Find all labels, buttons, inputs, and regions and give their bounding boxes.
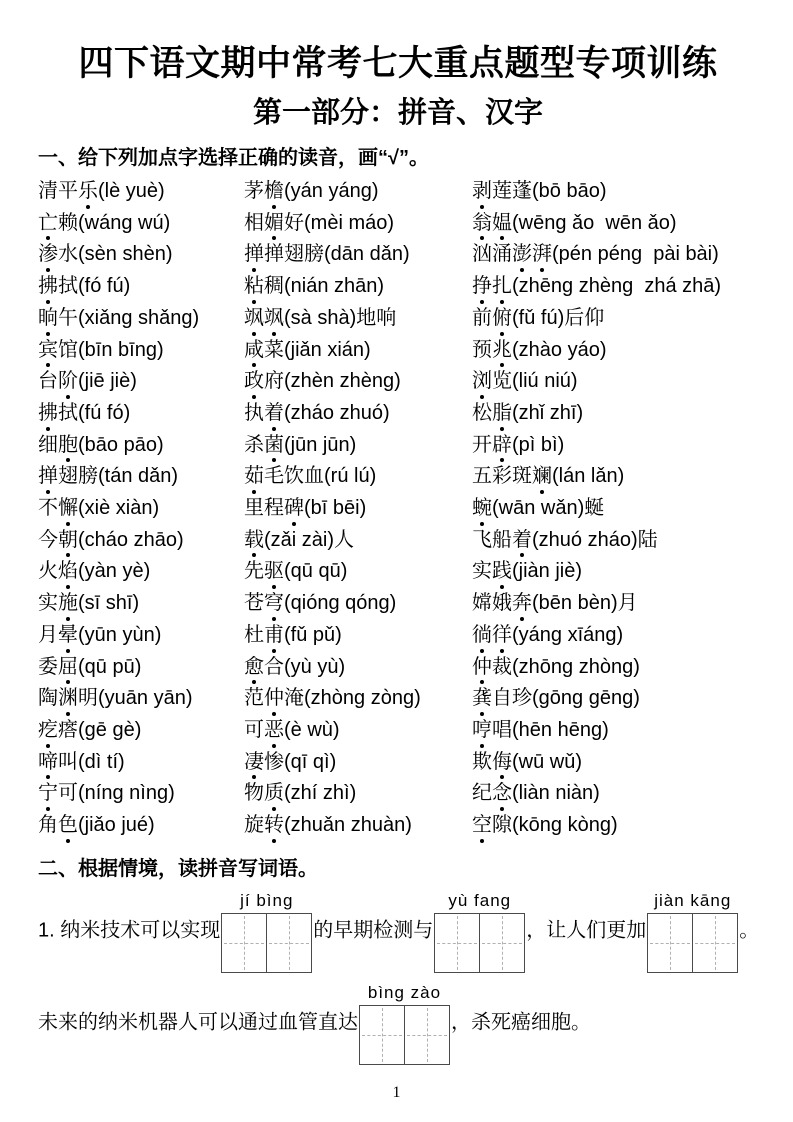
dotted-character: 俯 [492, 303, 512, 335]
dotted-character: 媚 [264, 208, 284, 240]
writing-cell[interactable] [404, 1006, 449, 1064]
word-entry: 台阶(jiē jiè) [38, 366, 244, 398]
word-entry: 角色(jiǎo jué) [38, 810, 244, 842]
dotted-character: 茹 [244, 461, 264, 493]
word-entry: 欺侮(wū wǔ) [472, 747, 758, 779]
word-entry: 火焰(yàn yè) [38, 556, 244, 588]
writing-cell[interactable] [222, 914, 266, 972]
word-entry: 徜徉(yáng xīáng) [472, 620, 758, 652]
q1-text-mid1: 的早期检测与 [313, 919, 434, 942]
answer-blank-yufang[interactable] [434, 889, 525, 973]
dotted-character: 奔 [512, 588, 532, 620]
dotted-character: 施 [58, 588, 78, 620]
writing-boxes-bingzao[interactable] [359, 1005, 450, 1065]
dotted-character: 掸 [244, 239, 264, 271]
word-entry: 杀菌(jūn jūn) [244, 430, 472, 462]
word-entry: 旋转(zhuǎn zhuàn) [244, 810, 472, 842]
page-number: 1 [392, 1084, 401, 1101]
word-entry: 疙瘩(gē gè) [38, 715, 244, 747]
dotted-character: 质 [264, 778, 284, 810]
dotted-character: 仲 [472, 652, 492, 684]
word-entry: 茅檐(yán yáng) [244, 176, 472, 208]
dotted-character: 穹 [264, 588, 284, 620]
word-entry: 掸翅膀(tán dǎn) [38, 461, 244, 493]
word-entry: 剥莲蓬(bō bāo) [472, 176, 758, 208]
word-entry: 细胞(bāo pāo) [38, 430, 244, 462]
word-entry: 实施(sī shī) [38, 588, 244, 620]
dotted-character: 哼 [472, 715, 492, 747]
dotted-character: 乐 [78, 176, 98, 208]
word-entry: 范仲淹(zhòng zòng) [244, 683, 472, 715]
word-entry: 宁可(níng nìng) [38, 778, 244, 810]
dotted-character: 载 [244, 525, 264, 557]
dotted-character: 着 [264, 398, 284, 430]
dotted-character: 亡 [38, 208, 58, 240]
dotted-character: 空 [472, 810, 492, 842]
dotted-character: 屈 [58, 652, 78, 684]
pinyin-label-yufang: yù fang [448, 890, 512, 910]
dotted-character: 龚 [472, 683, 492, 715]
word-entry: 里程碑(bī bēi) [244, 493, 472, 525]
dotted-character: 澎 [512, 239, 532, 271]
word-entry: 仲裁(zhōng zhòng) [472, 652, 758, 684]
answer-blank-jiankang[interactable] [647, 889, 738, 973]
dotted-character: 政 [244, 366, 264, 398]
dotted-character: 拂 [38, 398, 58, 430]
dotted-character: 晌 [38, 303, 58, 335]
word-entry: 杜甫(fǔ pǔ) [244, 620, 472, 652]
dotted-character: 凄 [244, 747, 264, 779]
dotted-character: 践 [492, 556, 512, 588]
dotted-character: 焰 [58, 556, 78, 588]
dotted-character: 仲 [264, 683, 284, 715]
word-entry: 凄惨(qī qì) [244, 747, 472, 779]
dotted-character: 翁 [472, 208, 492, 240]
dotted-character: 晕 [58, 620, 78, 652]
word-entry: 预兆(zhào yáo) [472, 335, 758, 367]
dotted-character: 驱 [264, 556, 284, 588]
q1-text-prefix: 1. 纳米技术可以实现 [38, 919, 221, 942]
word-entry: 开辟(pì bì) [472, 430, 758, 462]
q1-text-end: 。 [739, 919, 760, 942]
word-entry: 翁媪(wēng ǎo wēn ǎo) [472, 208, 758, 240]
q1b-text-prefix: 未来的纳米机器人可以通过血管直达 [38, 1011, 358, 1034]
word-entry: 渗水(sèn shèn) [38, 239, 244, 271]
dotted-character: 阶 [58, 366, 78, 398]
word-entry: 不懈(xiè xiàn) [38, 493, 244, 525]
dotted-character: 扎 [492, 271, 512, 303]
word-entry: 龚自珍(gōng gēng) [472, 683, 758, 715]
dotted-character: 愈 [244, 652, 264, 684]
word-entry: 粘稠(nián zhān) [244, 271, 472, 303]
word-entry: 清平乐(lè yuè) [38, 176, 244, 208]
dotted-character: 咸 [244, 335, 264, 367]
word-entry: 委屈(qū pū) [38, 652, 244, 684]
dotted-character: 朝 [58, 525, 78, 557]
page-title: 四下语文期中常考七大重点题型专项训练 [78, 44, 718, 83]
word-entry: 蜿(wān wǎn)蜒 [472, 493, 758, 525]
writing-boxes-jiankang[interactable] [647, 913, 738, 973]
word-entry: 五彩斑斓(lán lǎn) [472, 461, 758, 493]
pinyin-label-jibing: jí bìng [240, 890, 294, 910]
word-entry: 实践(jiàn jiè) [472, 556, 758, 588]
question-1-line-2 [38, 981, 758, 1065]
word-entry: 咸菜(jiǎn xián) [244, 335, 472, 367]
question-1-line-1 [38, 889, 758, 973]
dotted-character: 辟 [492, 430, 512, 462]
word-entry: 拂拭(fú fó) [38, 398, 244, 430]
word-entry: 执着(zháo zhuó) [244, 398, 472, 430]
word-entry: 今朝(cháo zhāo) [38, 525, 244, 557]
dotted-character: 菌 [264, 430, 284, 462]
word-entry: 拂拭(fó fú) [38, 271, 244, 303]
word-entry: 愈合(yù yù) [244, 652, 472, 684]
dotted-character: 碑 [284, 493, 304, 525]
word-entry: 浏览(liú niú) [472, 366, 758, 398]
dotted-character: 飒 [244, 303, 264, 335]
word-entry: 空隙(kōng kòng) [472, 810, 758, 842]
dotted-character: 徉 [492, 620, 512, 652]
word-entry: 宾馆(bīn bīng) [38, 335, 244, 367]
dotted-character: 拂 [38, 271, 58, 303]
dotted-character: 恶 [264, 715, 284, 747]
dotted-character: 檐 [264, 176, 284, 208]
word-entry: 前俯(fǔ fú)后仰 [472, 303, 758, 335]
pinyin-label-bingzao: bìng zào [367, 982, 442, 1002]
pronunciation-grid [38, 176, 758, 842]
word-entry: 可恶(è wù) [244, 715, 472, 747]
dotted-character: 脂 [492, 398, 512, 430]
q1b-text-end: ，杀死癌细胞。 [451, 1011, 591, 1034]
dotted-character: 着 [512, 525, 532, 557]
dotted-character: 媪 [492, 208, 512, 240]
word-entry: 飞船着(zhuó zháo)陆 [472, 525, 758, 557]
writing-boxes-jibing[interactable] [221, 913, 312, 973]
dotted-character: 胞 [58, 430, 78, 462]
dotted-character: 斓 [532, 461, 552, 493]
word-entry: 啼叫(dì tí) [38, 747, 244, 779]
writing-cell[interactable] [435, 914, 479, 972]
word-entry: 相媚好(mèi máo) [244, 208, 472, 240]
dotted-character: 懈 [58, 493, 78, 525]
dotted-character: 蜿 [472, 493, 492, 525]
writing-cell[interactable] [266, 914, 311, 972]
q1-text-mid2: ，让人们更加 [526, 919, 647, 942]
dotted-character: 浏 [472, 366, 492, 398]
word-entry: 先驱(qū qū) [244, 556, 472, 588]
dotted-character: 侮 [492, 747, 512, 779]
dotted-character: 徜 [472, 620, 492, 652]
dotted-character: 渊 [58, 683, 78, 715]
word-entry: 茹毛饮血(rú lú) [244, 461, 472, 493]
word-entry: 月晕(yūn yùn) [38, 620, 244, 652]
word-entry: 苍穹(qióng qóng) [244, 588, 472, 620]
dotted-character: 宁 [38, 778, 58, 810]
writing-cell[interactable] [692, 914, 737, 972]
word-entry: 物质(zhí zhì) [244, 778, 472, 810]
dotted-character: 掸 [38, 461, 58, 493]
writing-cell[interactable] [648, 914, 692, 972]
word-entry: 载(zǎi zài)人 [244, 525, 472, 557]
dotted-character: 渗 [38, 239, 58, 271]
word-entry: 晌午(xiǎng shǎng) [38, 303, 244, 335]
writing-boxes-yufang[interactable] [434, 913, 525, 973]
word-entry: 汹涌澎湃(pén péng pài bài) [472, 239, 758, 271]
word-entry: 哼唱(hēn hēng) [472, 715, 758, 747]
dotted-character: 挣 [472, 271, 492, 303]
word-entry: 政府(zhèn zhèng) [244, 366, 472, 398]
word-entry: 纪念(liàn niàn) [472, 778, 758, 810]
answer-blank-bingzao[interactable] [359, 981, 450, 1065]
dotted-character: 啼 [38, 747, 58, 779]
pinyin-label-jiankang: jiàn kāng [654, 890, 732, 910]
section2-heading: 二、根据情境，读拼音写词语。 [38, 857, 318, 880]
dotted-character: 湃 [532, 239, 552, 271]
word-entry: 亡赖(wáng wú) [38, 208, 244, 240]
dotted-character: 念 [492, 778, 512, 810]
dotted-character: 转 [264, 810, 284, 842]
answer-blank-jibing[interactable] [221, 889, 312, 973]
dotted-character: 疙 [38, 715, 58, 747]
dotted-character: 甫 [264, 620, 284, 652]
writing-cell[interactable] [479, 914, 524, 972]
section1-heading: 一、给下列加点字选择正确的读音，画“√”。 [38, 147, 429, 169]
dotted-character: 剥 [472, 176, 492, 208]
word-entry: 挣扎(zhēng zhèng zhá zhā) [472, 271, 758, 303]
word-entry: 掸掸翅膀(dān dǎn) [244, 239, 472, 271]
page-subtitle: 第一部分：拼音、汉字 [252, 97, 543, 129]
dotted-character: 宾 [38, 335, 58, 367]
word-entry: 飒飒(sà shà)地响 [244, 303, 472, 335]
word-entry: 嫦娥奔(bēn bèn)月 [472, 588, 758, 620]
dotted-character: 飒 [264, 303, 284, 335]
writing-cell[interactable] [360, 1006, 404, 1064]
dotted-character: 粘 [244, 271, 264, 303]
word-entry: 松脂(zhǐ zhī) [472, 398, 758, 430]
dotted-character: 兆 [492, 335, 512, 367]
dotted-character: 色 [58, 810, 78, 842]
word-entry: 陶渊明(yuān yān) [38, 683, 244, 715]
